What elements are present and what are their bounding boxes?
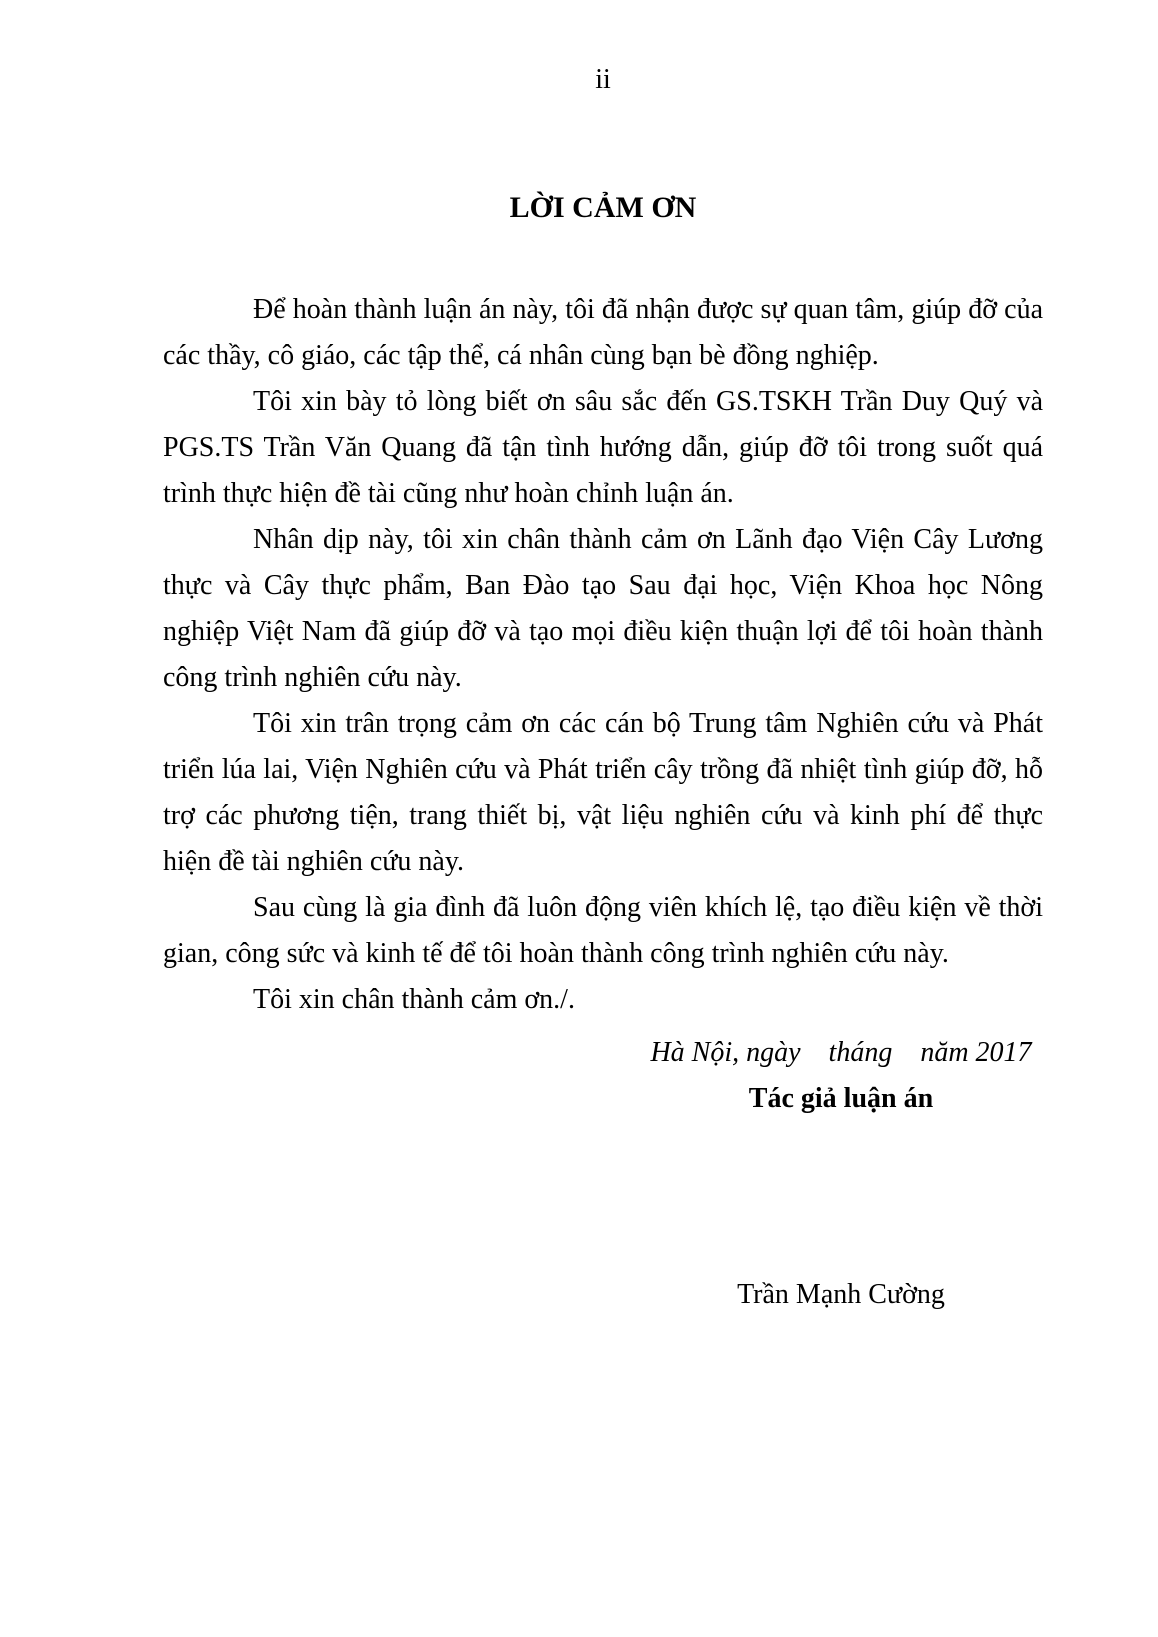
paragraph-5: Sau cùng là gia đình đã luôn động viên khích lệ, tạo điều kiện về thời gian, công sức và kinh tế để tôi hoàn thành công trình nghiên cứu này. (163, 892, 1043, 969)
page-title: LỜI CẢM ƠN (509, 191, 697, 224)
paragraph-closing-thanks: Tôi xin chân thành cảm ơn./. (253, 984, 575, 1015)
page-number: ii (595, 64, 611, 95)
paragraph-3: Nhân dịp này, tôi xin chân thành cảm ơn Lãnh đạo Viện Cây Lương thực và Cây thực phẩm, Ban Đào tạo Sau đại học, Viện Khoa học Nông nghiệp Việt Nam đã giúp đỡ và tạo mọi điều kiện thuận lợi để tôi hoàn thành công trình nghiên cứu này. (163, 524, 1043, 693)
signature-block (641, 1030, 1041, 1318)
paragraph-1: Để hoàn thành luận án này, tôi đã nhận được sự quan tâm, giúp đỡ của các thầy, cô giáo, các tập thể, cá nhân cùng bạn bè đồng nghiệp. (163, 294, 1043, 371)
paragraph-4: Tôi xin trân trọng cảm ơn các cán bộ Trung tâm Nghiên cứu và Phát triển lúa lai, Viện Nghiên cứu và Phát triển cây trồng đã nhiệt tình giúp đỡ, hỗ trợ các phương tiện, trang thiết bị, vật liệu nghiên cứu và kinh phí để thực hiện đề tài nghiên cứu này. (163, 708, 1043, 877)
place-date-line: Hà Nội, ngày tháng năm 2017 (650, 1037, 1032, 1068)
author-role-label: Tác giả luận án (748, 1083, 934, 1114)
author-name: Trần Mạnh Cường (737, 1279, 945, 1310)
acknowledgment-body (163, 287, 1043, 1023)
paragraph-2: Tôi xin bày tỏ lòng biết ơn sâu sắc đến GS.TSKH Trần Duy Quý và PGS.TS Trần Văn Quang đã tận tình hướng dẫn, giúp đỡ tôi trong suốt quá trình thực hiện đề tài cũng như hoàn chỉnh luận án. (163, 386, 1043, 509)
